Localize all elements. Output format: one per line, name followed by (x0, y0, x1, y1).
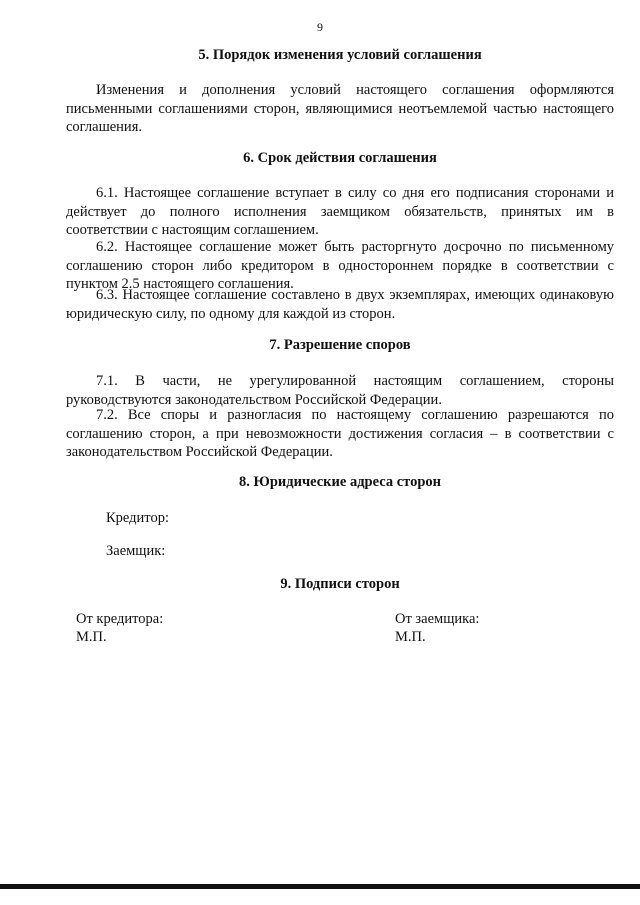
creditor-signature-block (76, 610, 163, 646)
borrower-signature-label: От заемщика: (395, 611, 480, 627)
section-6-paragraph-2: 6.2. Настоящее соглашение может быть расторгнуто досрочно по письменному соглашению сторон либо кредитором в одностороннем порядке в соответствии с пунктом 2.5 настоящего соглашения. (66, 239, 614, 292)
section-8-title: 8. Юридические адреса сторон (239, 474, 441, 490)
creditor-stamp-label: М.П. (76, 629, 107, 645)
creditor-address-label: Кредитор: (106, 510, 169, 526)
section-6-title: 6. Срок действия соглашения (243, 150, 437, 166)
section-7-title: 7. Разрешение споров (269, 337, 411, 353)
borrower-signature-block (395, 610, 479, 646)
section-6-paragraph-3: 6.3. Настоящее соглашение составлено в двух экземплярах, имеющих одинаковую юридическую силу, по одному для каждой из сторон. (66, 287, 614, 322)
section-7-paragraph-2: 7.2. Все споры и разногласия по настоящему соглашению разрешаются по соглашению сторон, а при невозможности достижения согласия – в соответствии с законодательством Российской Федерации. (66, 407, 614, 460)
section-7-paragraph-1: 7.1. В части, не урегулированной настоящим соглашением, стороны руководствуются законодательством Российской Федерации. (66, 373, 614, 408)
borrower-stamp-label: М.П. (395, 629, 426, 645)
bottom-rule (0, 884, 640, 889)
section-5-title: 5. Порядок изменения условий соглашения (198, 47, 482, 63)
section-9-title: 9. Подписи сторон (280, 576, 400, 592)
borrower-address-label: Заемщик: (106, 543, 166, 559)
creditor-signature-label: От кредитора: (76, 611, 164, 627)
section-6-paragraph-1: 6.1. Настоящее соглашение вступает в силу со дня его подписания сторонами и действует до полного исполнения заемщиком обязательств, принятых им в соответствии с настоящим соглашением. (66, 185, 614, 238)
section-5-paragraph-1: Изменения и дополнения условий настоящего соглашения оформляются письменными соглашениями сторон, являющимися неотъемлемой частью настоящего соглашения. (66, 82, 614, 135)
page-number: 9 (317, 20, 323, 34)
